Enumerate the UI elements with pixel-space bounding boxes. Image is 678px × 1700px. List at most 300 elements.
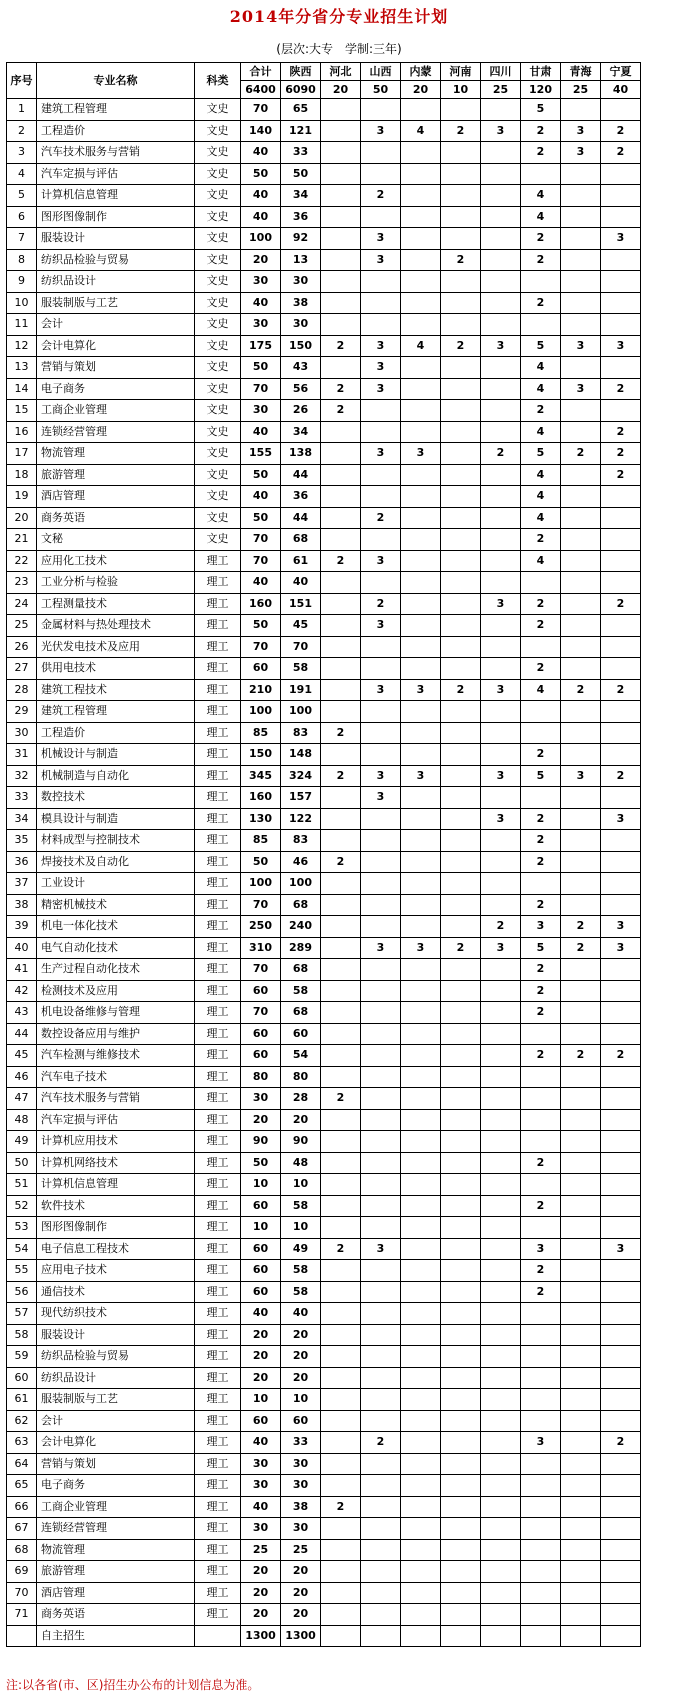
table-row xyxy=(7,163,641,185)
major-name-cell: 旅游管理 xyxy=(37,1561,195,1583)
shaanxi-cell: 61 xyxy=(281,550,321,572)
qinghai-cell xyxy=(561,1002,601,1024)
table-row xyxy=(7,1389,641,1411)
gansu-cell xyxy=(521,1625,561,1647)
qinghai-cell xyxy=(561,1410,601,1432)
total-cell: 60 xyxy=(241,1281,281,1303)
ningxia-cell xyxy=(601,550,641,572)
shanxi-cell xyxy=(361,851,401,873)
shaanxi-cell: 38 xyxy=(281,292,321,314)
row-number-cell: 7 xyxy=(7,228,37,250)
row-number-cell: 66 xyxy=(7,1496,37,1518)
table-row xyxy=(7,1260,641,1282)
qinghai-cell xyxy=(561,808,601,830)
hebei-cell xyxy=(321,1174,361,1196)
ningxia-cell: 2 xyxy=(601,679,641,701)
gansu-cell xyxy=(521,1346,561,1368)
gansu-cell: 2 xyxy=(521,1195,561,1217)
table-row xyxy=(7,1518,641,1540)
hebei-cell xyxy=(321,1625,361,1647)
total-cell: 20 xyxy=(241,1367,281,1389)
table-row xyxy=(7,1410,641,1432)
major-name-cell: 计算机应用技术 xyxy=(37,1131,195,1153)
row-number-cell: 40 xyxy=(7,937,37,959)
qinghai-cell xyxy=(561,787,601,809)
shaanxi-cell: 240 xyxy=(281,916,321,938)
neimeng-cell xyxy=(401,1410,441,1432)
total-cell: 10 xyxy=(241,1389,281,1411)
shanxi-cell xyxy=(361,830,401,852)
major-name-cell: 汽车技术服务与营销 xyxy=(37,142,195,164)
ningxia-cell xyxy=(601,1088,641,1110)
gansu-cell xyxy=(521,271,561,293)
hebei-cell xyxy=(321,1045,361,1067)
sichuan-cell xyxy=(481,1023,521,1045)
shaanxi-cell: 46 xyxy=(281,851,321,873)
qinghai-cell xyxy=(561,249,601,271)
ningxia-cell xyxy=(601,1109,641,1131)
category-cell: 文史 xyxy=(195,335,241,357)
major-name-cell: 机械制造与自动化 xyxy=(37,765,195,787)
gansu-cell: 2 xyxy=(521,120,561,142)
qinghai-cell xyxy=(561,744,601,766)
sichuan-cell xyxy=(481,830,521,852)
table-row xyxy=(7,937,641,959)
category-cell: 理工 xyxy=(195,1432,241,1454)
qinghai-cell xyxy=(561,1604,601,1626)
category-cell: 理工 xyxy=(195,1561,241,1583)
henan-cell: 2 xyxy=(441,937,481,959)
major-name-cell: 通信技术 xyxy=(37,1281,195,1303)
qinghai-cell: 2 xyxy=(561,679,601,701)
row-number-cell: 27 xyxy=(7,658,37,680)
hebei-cell xyxy=(321,1324,361,1346)
shaanxi-cell: 289 xyxy=(281,937,321,959)
henan-cell xyxy=(441,529,481,551)
table-row xyxy=(7,1023,641,1045)
major-name-cell: 计算机信息管理 xyxy=(37,185,195,207)
shaanxi-cell: 13 xyxy=(281,249,321,271)
row-number-cell: 2 xyxy=(7,120,37,142)
neimeng-cell xyxy=(401,593,441,615)
sichuan-cell xyxy=(481,1367,521,1389)
shaanxi-cell: 1300 xyxy=(281,1625,321,1647)
sichuan-cell xyxy=(481,357,521,379)
table-row xyxy=(7,1238,641,1260)
header-total: 10 xyxy=(441,81,481,99)
shaanxi-cell: 20 xyxy=(281,1324,321,1346)
sichuan-cell xyxy=(481,486,521,508)
sichuan-cell xyxy=(481,464,521,486)
qinghai-cell xyxy=(561,1561,601,1583)
henan-cell xyxy=(441,765,481,787)
shanxi-cell: 3 xyxy=(361,443,401,465)
shanxi-cell xyxy=(361,1303,401,1325)
table-row xyxy=(7,142,641,164)
major-name-cell: 供用电技术 xyxy=(37,658,195,680)
total-cell: 40 xyxy=(241,206,281,228)
shaanxi-cell: 36 xyxy=(281,486,321,508)
qinghai-cell xyxy=(561,314,601,336)
shanxi-cell: 2 xyxy=(361,593,401,615)
sichuan-cell xyxy=(481,1131,521,1153)
category-cell: 理工 xyxy=(195,1410,241,1432)
hebei-cell xyxy=(321,701,361,723)
hebei-cell xyxy=(321,271,361,293)
major-name-cell: 材料成型与控制技术 xyxy=(37,830,195,852)
qinghai-cell xyxy=(561,1539,601,1561)
ningxia-cell: 2 xyxy=(601,443,641,465)
total-cell: 20 xyxy=(241,1604,281,1626)
category-cell: 理工 xyxy=(195,636,241,658)
henan-cell xyxy=(441,1023,481,1045)
category-cell: 文史 xyxy=(195,271,241,293)
ningxia-cell xyxy=(601,744,641,766)
total-cell: 50 xyxy=(241,163,281,185)
row-number-cell: 20 xyxy=(7,507,37,529)
row-number-cell: 62 xyxy=(7,1410,37,1432)
total-cell: 70 xyxy=(241,99,281,121)
hebei-cell xyxy=(321,1367,361,1389)
category-cell: 理工 xyxy=(195,615,241,637)
table-row xyxy=(7,464,641,486)
sichuan-cell xyxy=(481,1582,521,1604)
ningxia-cell xyxy=(601,1195,641,1217)
sichuan-cell xyxy=(481,550,521,572)
qinghai-cell xyxy=(561,830,601,852)
neimeng-cell xyxy=(401,1238,441,1260)
neimeng-cell xyxy=(401,744,441,766)
major-name-cell: 建筑工程技术 xyxy=(37,679,195,701)
sichuan-cell xyxy=(481,1453,521,1475)
row-number-cell: 25 xyxy=(7,615,37,637)
gansu-cell xyxy=(521,1066,561,1088)
row-number-cell: 16 xyxy=(7,421,37,443)
ningxia-cell xyxy=(601,185,641,207)
major-name-cell: 检测技术及应用 xyxy=(37,980,195,1002)
hebei-cell xyxy=(321,1002,361,1024)
header-total: 6400 xyxy=(241,81,281,99)
gansu-cell xyxy=(521,1131,561,1153)
major-name-cell: 电子商务 xyxy=(37,1475,195,1497)
category-cell: 理工 xyxy=(195,1109,241,1131)
row-number-cell: 17 xyxy=(7,443,37,465)
ningxia-cell xyxy=(601,787,641,809)
neimeng-cell xyxy=(401,873,441,895)
shaanxi-cell: 58 xyxy=(281,1281,321,1303)
sichuan-cell xyxy=(481,1195,521,1217)
table-row xyxy=(7,292,641,314)
shanxi-cell xyxy=(361,1453,401,1475)
major-name-cell: 软件技术 xyxy=(37,1195,195,1217)
shaanxi-cell: 44 xyxy=(281,464,321,486)
row-number-cell: 71 xyxy=(7,1604,37,1626)
category-cell: 文史 xyxy=(195,486,241,508)
shaanxi-cell: 30 xyxy=(281,1453,321,1475)
qinghai-cell xyxy=(561,185,601,207)
shaanxi-cell: 40 xyxy=(281,1303,321,1325)
henan-cell xyxy=(441,1131,481,1153)
total-cell: 310 xyxy=(241,937,281,959)
ningxia-cell xyxy=(601,1582,641,1604)
total-cell: 50 xyxy=(241,464,281,486)
sichuan-cell xyxy=(481,1410,521,1432)
major-name-cell: 商务英语 xyxy=(37,507,195,529)
total-cell: 20 xyxy=(241,249,281,271)
neimeng-cell: 3 xyxy=(401,679,441,701)
header-total: 120 xyxy=(521,81,561,99)
shaanxi-cell: 191 xyxy=(281,679,321,701)
qinghai-cell xyxy=(561,464,601,486)
ningxia-cell xyxy=(601,1410,641,1432)
table-row xyxy=(7,314,641,336)
table-row xyxy=(7,1496,641,1518)
shaanxi-cell: 36 xyxy=(281,206,321,228)
hebei-cell: 2 xyxy=(321,400,361,422)
shanxi-cell xyxy=(361,206,401,228)
ningxia-cell xyxy=(601,658,641,680)
row-number-cell: 51 xyxy=(7,1174,37,1196)
hebei-cell xyxy=(321,99,361,121)
table-row xyxy=(7,1152,641,1174)
ningxia-cell: 2 xyxy=(601,378,641,400)
neimeng-cell xyxy=(401,1045,441,1067)
row-number-cell: 3 xyxy=(7,142,37,164)
neimeng-cell xyxy=(401,959,441,981)
table-row xyxy=(7,421,641,443)
henan-cell xyxy=(441,486,481,508)
category-cell: 理工 xyxy=(195,808,241,830)
neimeng-cell xyxy=(401,658,441,680)
major-name-cell: 工商企业管理 xyxy=(37,1496,195,1518)
row-number-cell: 58 xyxy=(7,1324,37,1346)
shaanxi-cell: 83 xyxy=(281,830,321,852)
row-number-cell: 41 xyxy=(7,959,37,981)
shaanxi-cell: 20 xyxy=(281,1604,321,1626)
table-row xyxy=(7,1088,641,1110)
henan-cell xyxy=(441,593,481,615)
category-cell: 文史 xyxy=(195,357,241,379)
neimeng-cell xyxy=(401,228,441,250)
total-cell: 30 xyxy=(241,1453,281,1475)
major-name-cell: 物流管理 xyxy=(37,1539,195,1561)
henan-cell xyxy=(441,1174,481,1196)
major-name-cell: 纺织品设计 xyxy=(37,1367,195,1389)
row-number-cell: 23 xyxy=(7,572,37,594)
gansu-cell: 2 xyxy=(521,1045,561,1067)
qinghai-cell xyxy=(561,1453,601,1475)
table-row xyxy=(7,228,641,250)
category-cell: 理工 xyxy=(195,1324,241,1346)
category-cell: 理工 xyxy=(195,1346,241,1368)
total-cell: 100 xyxy=(241,701,281,723)
category-cell: 理工 xyxy=(195,572,241,594)
ningxia-cell xyxy=(601,1002,641,1024)
neimeng-cell xyxy=(401,206,441,228)
gansu-cell: 4 xyxy=(521,185,561,207)
major-name-cell: 物流管理 xyxy=(37,443,195,465)
ningxia-cell xyxy=(601,1625,641,1647)
row-number-cell: 63 xyxy=(7,1432,37,1454)
row-number-cell: 57 xyxy=(7,1303,37,1325)
sichuan-cell xyxy=(481,292,521,314)
ningxia-cell xyxy=(601,357,641,379)
gansu-cell: 2 xyxy=(521,1281,561,1303)
hebei-cell xyxy=(321,443,361,465)
category-cell: 理工 xyxy=(195,765,241,787)
neimeng-cell xyxy=(401,1066,441,1088)
header-category: 科类 xyxy=(195,63,241,99)
neimeng-cell xyxy=(401,1389,441,1411)
table-row xyxy=(7,1131,641,1153)
total-cell: 345 xyxy=(241,765,281,787)
shaanxi-cell: 20 xyxy=(281,1367,321,1389)
henan-cell xyxy=(441,1217,481,1239)
shaanxi-cell: 70 xyxy=(281,636,321,658)
table-row xyxy=(7,550,641,572)
neimeng-cell xyxy=(401,1174,441,1196)
ningxia-cell xyxy=(601,1152,641,1174)
henan-cell xyxy=(441,1410,481,1432)
shaanxi-cell: 33 xyxy=(281,142,321,164)
shaanxi-cell: 43 xyxy=(281,357,321,379)
shaanxi-cell: 20 xyxy=(281,1561,321,1583)
shanxi-cell xyxy=(361,1625,401,1647)
major-name-cell: 服装设计 xyxy=(37,228,195,250)
shaanxi-cell: 65 xyxy=(281,99,321,121)
table-row xyxy=(7,1475,641,1497)
shaanxi-cell: 138 xyxy=(281,443,321,465)
row-number-cell: 61 xyxy=(7,1389,37,1411)
henan-cell xyxy=(441,1389,481,1411)
category-cell: 理工 xyxy=(195,1174,241,1196)
table-row xyxy=(7,765,641,787)
shanxi-cell xyxy=(361,1518,401,1540)
table-row xyxy=(7,1346,641,1368)
neimeng-cell xyxy=(401,1475,441,1497)
neimeng-cell: 3 xyxy=(401,937,441,959)
table-row xyxy=(7,1582,641,1604)
category-cell: 文史 xyxy=(195,400,241,422)
ningxia-cell xyxy=(601,851,641,873)
row-number-cell: 35 xyxy=(7,830,37,852)
neimeng-cell xyxy=(401,464,441,486)
total-cell: 40 xyxy=(241,1303,281,1325)
table-row xyxy=(7,722,641,744)
ningxia-cell xyxy=(601,271,641,293)
sichuan-cell xyxy=(481,744,521,766)
sichuan-cell xyxy=(481,529,521,551)
total-cell: 40 xyxy=(241,421,281,443)
total-cell: 60 xyxy=(241,1238,281,1260)
gansu-cell: 2 xyxy=(521,894,561,916)
ningxia-cell xyxy=(601,1281,641,1303)
shanxi-cell xyxy=(361,486,401,508)
qinghai-cell xyxy=(561,1432,601,1454)
row-number-cell: 22 xyxy=(7,550,37,572)
ningxia-cell: 2 xyxy=(601,421,641,443)
total-cell: 40 xyxy=(241,1496,281,1518)
gansu-cell: 2 xyxy=(521,959,561,981)
qinghai-cell xyxy=(561,1582,601,1604)
qinghai-cell xyxy=(561,1066,601,1088)
gansu-cell: 2 xyxy=(521,228,561,250)
row-number-cell: 31 xyxy=(7,744,37,766)
total-cell: 160 xyxy=(241,593,281,615)
category-cell: 文史 xyxy=(195,421,241,443)
shanxi-cell: 3 xyxy=(361,679,401,701)
gansu-cell: 2 xyxy=(521,980,561,1002)
gansu-cell xyxy=(521,722,561,744)
shanxi-cell: 3 xyxy=(361,357,401,379)
table-row xyxy=(7,636,641,658)
gansu-cell: 2 xyxy=(521,249,561,271)
sichuan-cell: 2 xyxy=(481,443,521,465)
ningxia-cell xyxy=(601,1303,641,1325)
total-cell: 70 xyxy=(241,636,281,658)
neimeng-cell xyxy=(401,1367,441,1389)
shanxi-cell xyxy=(361,400,401,422)
hebei-cell xyxy=(321,228,361,250)
shaanxi-cell: 20 xyxy=(281,1582,321,1604)
henan-cell xyxy=(441,1453,481,1475)
hebei-cell xyxy=(321,185,361,207)
category-cell: 理工 xyxy=(195,1045,241,1067)
table-row xyxy=(7,959,641,981)
category-cell: 文史 xyxy=(195,464,241,486)
henan-cell xyxy=(441,1346,481,1368)
major-name-cell: 金属材料与热处理技术 xyxy=(37,615,195,637)
shanxi-cell xyxy=(361,529,401,551)
sichuan-cell xyxy=(481,1109,521,1131)
shanxi-cell: 3 xyxy=(361,228,401,250)
total-cell: 40 xyxy=(241,142,281,164)
table-row xyxy=(7,1281,641,1303)
total-cell: 30 xyxy=(241,400,281,422)
shaanxi-cell: 34 xyxy=(281,185,321,207)
neimeng-cell xyxy=(401,486,441,508)
major-name-cell: 纺织品检验与贸易 xyxy=(37,1346,195,1368)
row-number-cell: 11 xyxy=(7,314,37,336)
shaanxi-cell: 30 xyxy=(281,271,321,293)
gansu-cell: 4 xyxy=(521,357,561,379)
sichuan-cell: 3 xyxy=(481,808,521,830)
header-province: 陕西 xyxy=(281,63,321,81)
gansu-cell: 5 xyxy=(521,765,561,787)
table-row xyxy=(7,615,641,637)
row-number-cell: 14 xyxy=(7,378,37,400)
gansu-cell: 5 xyxy=(521,99,561,121)
hebei-cell xyxy=(321,1131,361,1153)
gansu-cell xyxy=(521,1410,561,1432)
henan-cell xyxy=(441,851,481,873)
header-province: 甘肃 xyxy=(521,63,561,81)
neimeng-cell xyxy=(401,1539,441,1561)
shanxi-cell xyxy=(361,572,401,594)
page-title: 2014年分省分专业招生计划 xyxy=(229,7,449,26)
ningxia-cell: 2 xyxy=(601,593,641,615)
neimeng-cell xyxy=(401,1582,441,1604)
hebei-cell xyxy=(321,593,361,615)
hebei-cell xyxy=(321,1539,361,1561)
major-name-cell: 服装制版与工艺 xyxy=(37,292,195,314)
qinghai-cell xyxy=(561,959,601,981)
hebei-cell xyxy=(321,1346,361,1368)
category-cell: 理工 xyxy=(195,1475,241,1497)
row-number-cell: 1 xyxy=(7,99,37,121)
shanxi-cell: 3 xyxy=(361,937,401,959)
row-number-cell: 36 xyxy=(7,851,37,873)
